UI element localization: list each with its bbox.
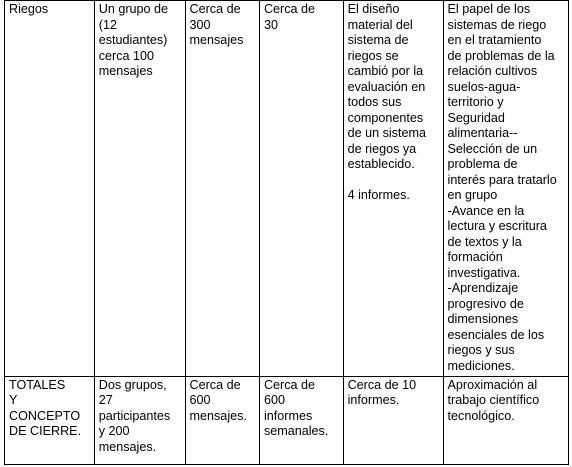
cell-text-line: en grupo (447, 188, 498, 202)
cell-text-line: cambió por la (347, 64, 424, 78)
cell-text-line: Cerca de 10 (347, 377, 417, 392)
cell-text-line: 27 (98, 393, 113, 408)
cell-text-line: de problemas de la (447, 48, 555, 63)
cell-text-line: progresivo de (447, 296, 524, 311)
table-cell (185, 376, 259, 464)
cell-text-line: Seguridad (447, 110, 505, 125)
cell-text-line: trabajo científico (447, 393, 540, 408)
table-body (5, 1, 569, 465)
cell-text-line: informes. (347, 393, 400, 408)
cell-text-line: suelos-agua- (447, 79, 521, 94)
cell-text-line: mensajes. (189, 408, 247, 423)
cell-text-line: de textos y la (447, 234, 522, 249)
table-cell (343, 376, 443, 464)
cell-text-line: componentes (347, 110, 424, 125)
cell-text-line: material del (347, 17, 413, 32)
cell-text-line: 300 (189, 17, 211, 32)
cell-text-line: territorio y (447, 95, 504, 109)
cell-text-line: interés para tratarlo (447, 172, 557, 187)
cell-text-line: cerca 100 (98, 48, 155, 63)
cell-text-line: DE CIERRE. (9, 424, 82, 439)
cell-text-line: Cerca de (263, 2, 316, 16)
table-row-riegos (5, 1, 569, 377)
cell-text-line: en el tratamiento (447, 33, 542, 47)
table-cell (443, 1, 568, 377)
cell-text-line: participantes (98, 408, 171, 423)
cell-text-line: Y (9, 393, 18, 408)
cell-text-line: Selección de un (447, 141, 538, 156)
table-cell (185, 1, 259, 377)
cell-text-line: estudiantes) (98, 33, 168, 47)
cell-text-line: -Aprendizaje (447, 281, 519, 295)
cell-text-line: formación (447, 250, 503, 264)
table-cell (443, 376, 568, 464)
table-cell (259, 376, 343, 464)
cell-text-line: CONCEPTO (9, 408, 81, 423)
cell-text-line: mensajes (189, 33, 244, 47)
table-row-totales (5, 376, 569, 464)
cell-text-line: problema de (447, 157, 518, 171)
cell-text-line: tecnológico. (447, 408, 515, 423)
cell-text-line: (12 (98, 17, 117, 32)
table-cell (5, 376, 95, 464)
table-cell (343, 1, 443, 377)
cell-text-line: 600 (263, 393, 285, 408)
report-table (4, 0, 569, 465)
cell-text-line: mensajes. (98, 439, 157, 454)
blank-line (348, 173, 439, 189)
cell-text-line: evaluación en (347, 79, 426, 94)
cell-text-line: Cerca de (189, 2, 241, 16)
cell-text-line: El papel de los (447, 2, 531, 16)
cell-text-line: 600 (189, 393, 211, 408)
table-cell (94, 1, 185, 377)
table-cell (259, 1, 343, 377)
cell-text-line: sistema de (347, 33, 409, 47)
cell-text-line: y 200 (98, 424, 130, 439)
cell-text-line: esenciales de los (447, 327, 545, 342)
cell-text-line: Un grupo de (98, 2, 169, 16)
cell-text-line: TOTALES (9, 377, 66, 392)
cell-text-line: 4 informes. (347, 188, 410, 202)
cell-text-line: El diseño (347, 2, 400, 16)
table-cell (5, 1, 95, 377)
cell-text-line: de riegos ya (347, 141, 417, 156)
cell-text-line: informes (263, 408, 313, 423)
cell-text-line: riegos y sus (447, 343, 515, 357)
cell-text-line: relación cultivos (447, 64, 538, 78)
cell-text-line: establecido. (347, 157, 415, 171)
cell-text-line: Cerca de (263, 377, 316, 392)
cell-text-line: lectura y escritura (447, 219, 547, 233)
cell-text-line: Dos grupos, (98, 377, 167, 392)
cell-text-line: sistemas de riego (447, 17, 547, 32)
cell-text-line: mensajes (98, 64, 153, 78)
cell-text-line: mediciones. (447, 358, 515, 373)
table-cell (94, 376, 185, 464)
cell-text-line: Aproximación al (447, 377, 538, 392)
cell-text-line: Riegos (9, 2, 49, 16)
cell-text-line: todos sus (347, 95, 402, 109)
cell-text-line: investigativa. (447, 265, 521, 280)
cell-text-line: 30 (263, 17, 278, 32)
cell-text-line: semanales. (263, 424, 329, 439)
cell-text-line: dimensiones (447, 312, 519, 326)
cell-text-line: riegos se (347, 48, 399, 63)
cell-text-line: -Avance en la (447, 203, 525, 218)
cell-text-line: alimentaria-- (447, 126, 518, 140)
cell-text-line: Cerca de (189, 377, 241, 392)
cell-text-line: de un sistema (347, 126, 426, 140)
